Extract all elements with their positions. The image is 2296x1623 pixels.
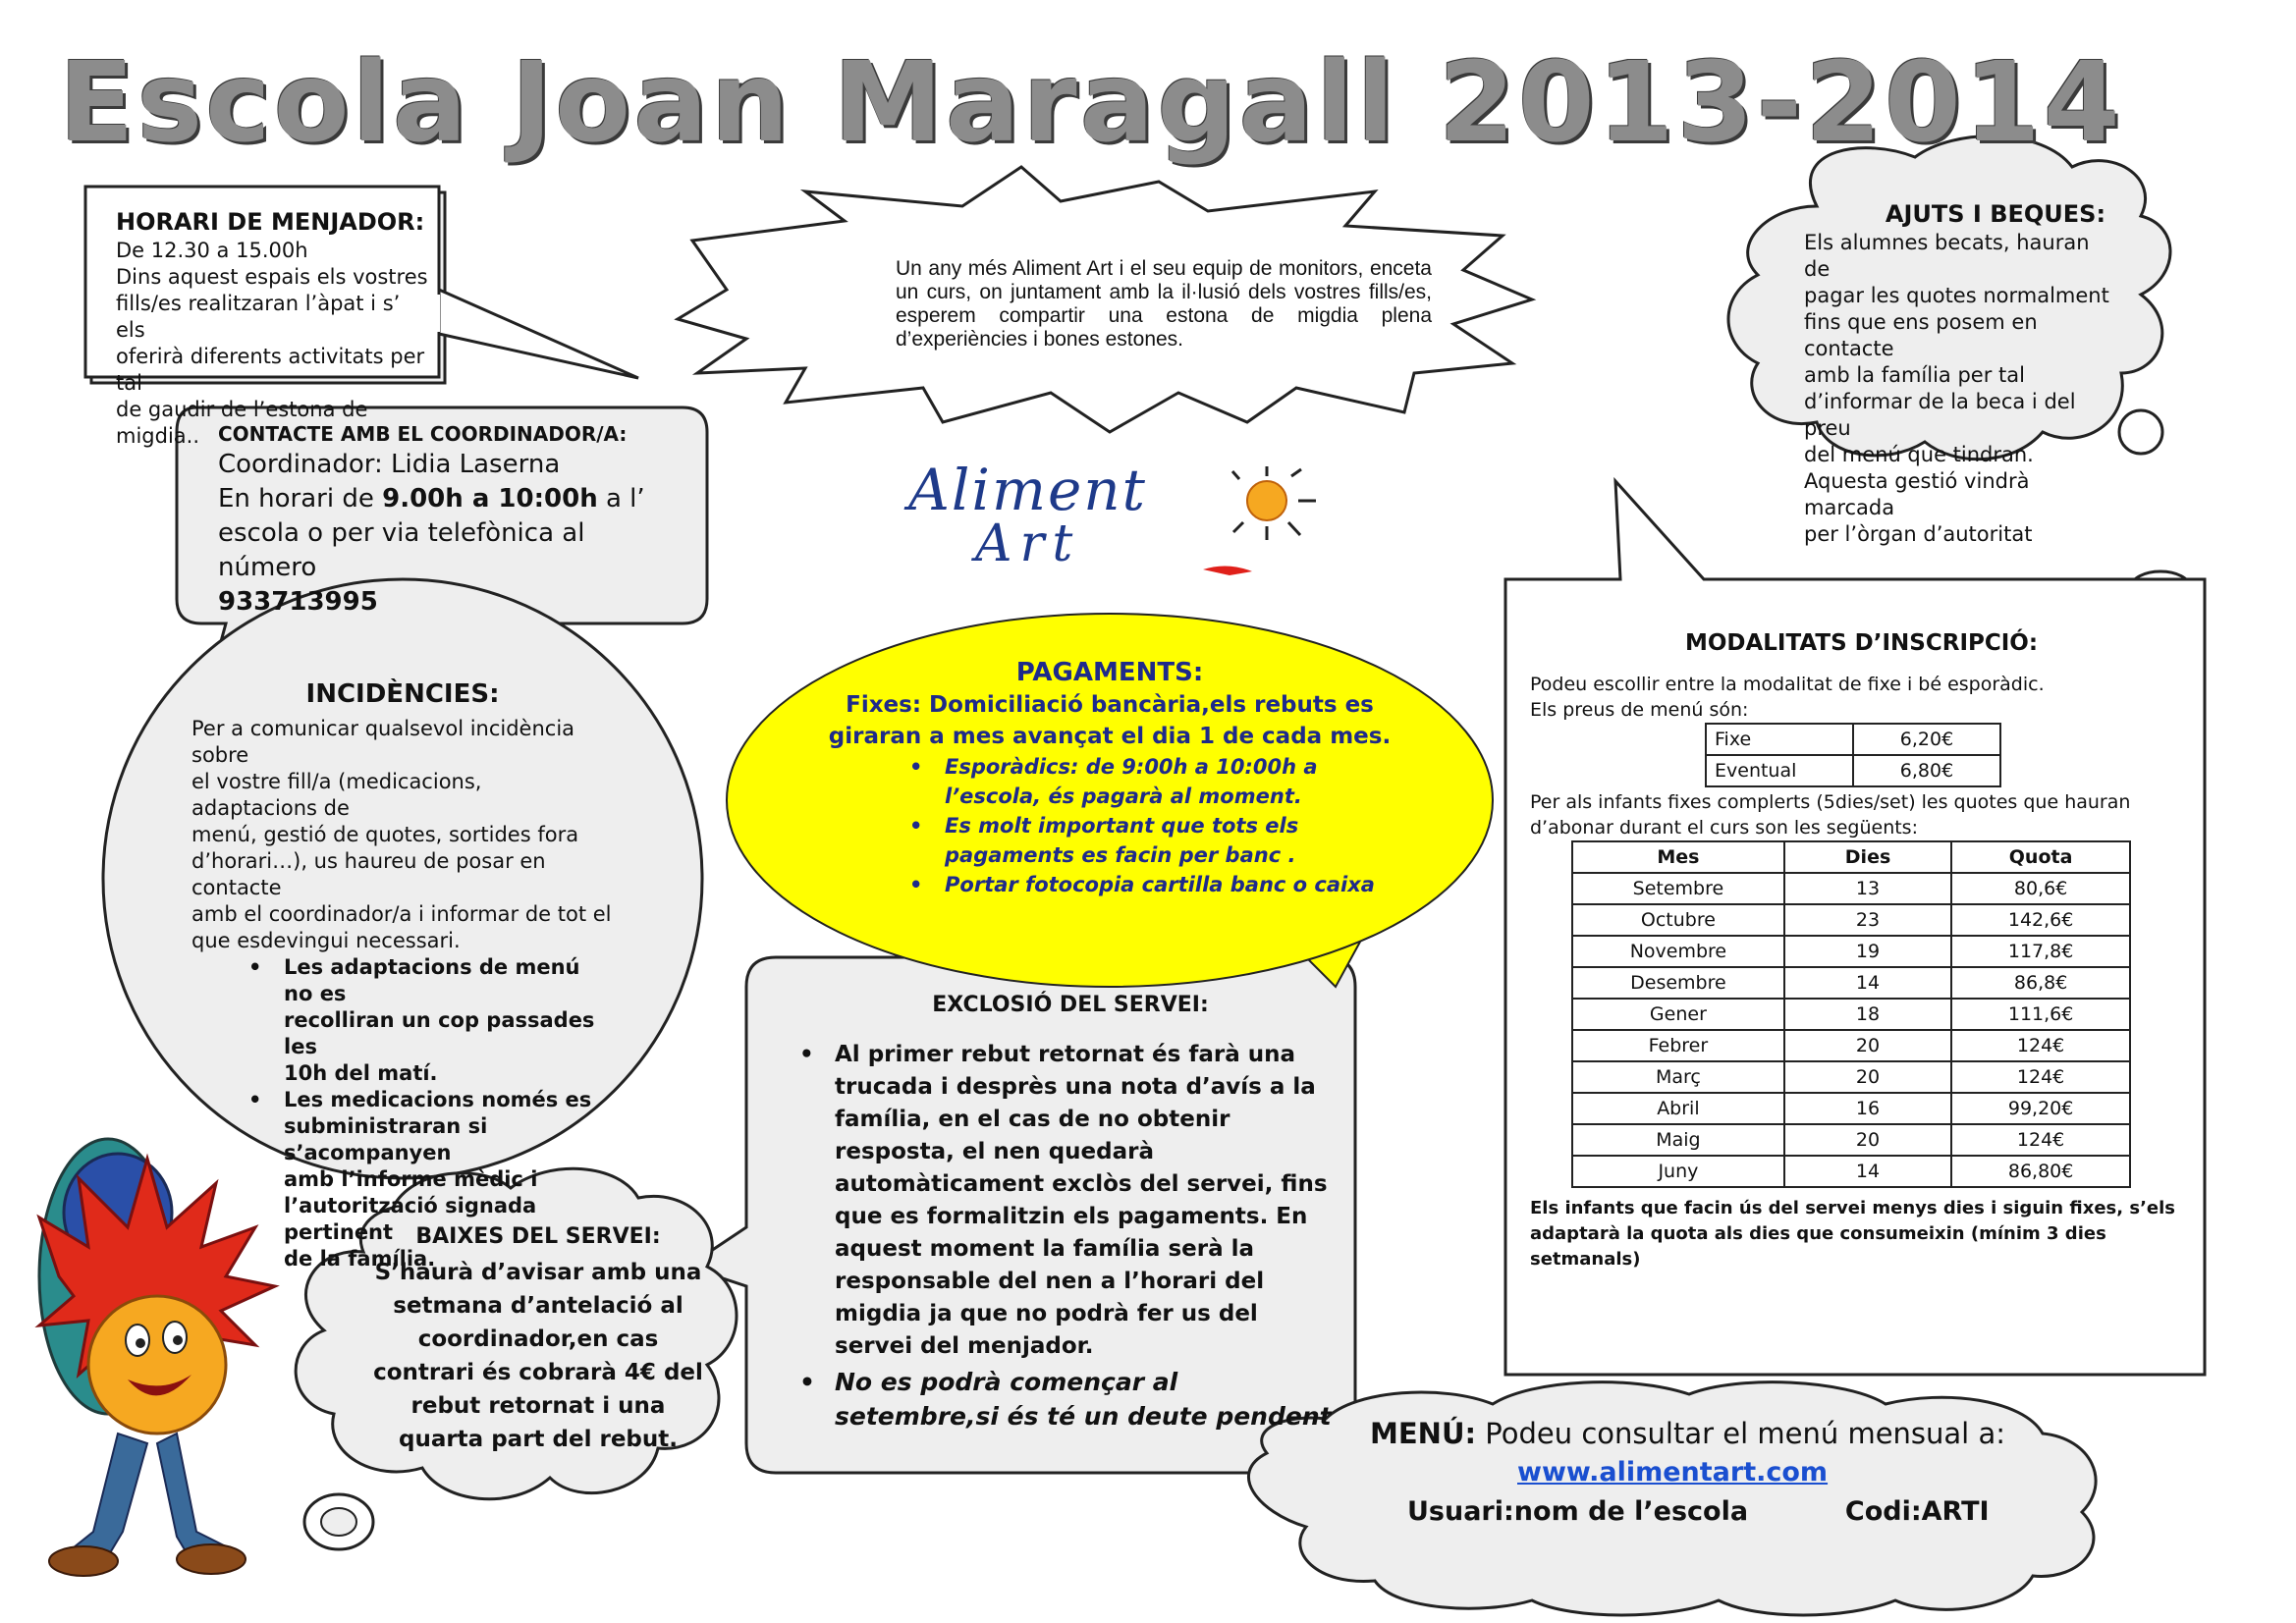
exclosio-heading: EXCLOSIÓ DEL SERVEI:: [932, 993, 1209, 1017]
contacte-text: En horari de: [218, 484, 383, 514]
baixes-line: coordinador,en cas: [417, 1326, 659, 1352]
contacte-phone: 933713995: [218, 587, 378, 617]
bullet-line: • Esporàdics: de 9:00h a 10:00h a: [945, 755, 1318, 779]
bullet-line: migdia ja que no podrà fer us del: [835, 1301, 1258, 1326]
quota-row: [1572, 1093, 2130, 1124]
baixes-section: [352, 1220, 725, 1456]
quota-amount: 124€: [1951, 1030, 2130, 1061]
quota-month: Setembre: [1572, 873, 1784, 904]
quota-month: Octubre: [1572, 904, 1784, 936]
quota-row: [1572, 936, 2130, 967]
ajuts-line: per l’òrgan d’autoritat: [1804, 522, 2033, 546]
quota-month: Novembre: [1572, 936, 1784, 967]
menu-section: [1370, 1414, 2038, 1532]
ajuts-heading: AJUTS I BEQUES:: [1885, 200, 2106, 228]
ajuts-line: Els alumnes becats, hauran de: [1804, 231, 2090, 281]
quota-amount: 86,80€: [1951, 1156, 2130, 1187]
price-label: Fixe: [1706, 724, 1853, 755]
ajuts-line: del menú que tindran.: [1804, 443, 2034, 466]
quota-days: 14: [1784, 967, 1951, 999]
baixes-line: contrari és cobrarà 4€ del: [373, 1360, 703, 1385]
quota-row: [1572, 1156, 2130, 1187]
bullet-line: l’escola, és pagarà al moment.: [945, 784, 1302, 808]
quota-month: Maig: [1572, 1124, 1784, 1156]
incidencies-text-line: amb el coordinador/a i informar de tot el: [191, 902, 612, 926]
bullet-line: responsable del nen a l’horari del: [835, 1269, 1265, 1294]
quota-amount: 80,6€: [1951, 873, 2130, 904]
ajuts-line: d’informar de la beca i del preu: [1804, 390, 2076, 440]
menu-label: MENÚ:: [1370, 1417, 1477, 1450]
contacte-text-line: escola o per via telefònica al número: [218, 518, 585, 582]
quota-amount: 99,20€: [1951, 1093, 2130, 1124]
bullet-line: l’autorització signada pertinent: [284, 1194, 537, 1244]
fixes-line: Fixes: Domiciliació bancària,els rebuts es: [846, 692, 1374, 718]
quota-header: Quota: [1951, 841, 2130, 873]
quota-header: Mes: [1572, 841, 1784, 873]
bullet-line: • Al primer rebut retornat és farà una: [835, 1042, 1296, 1067]
incidencies-text-line: el vostre fill/a (medicacions, adaptacions de: [191, 770, 482, 820]
horari-line: De 12.30 a 15.00h: [116, 239, 308, 262]
quota-row: [1572, 967, 2130, 999]
bullet-line: • Portar fotocopia cartilla banc o caixa: [945, 873, 1375, 896]
modalitats-text: d’abonar durant el curs son les següents:: [1530, 817, 1918, 839]
logo-line1: Aliment: [908, 457, 1147, 523]
contacte-hours-line: [218, 482, 689, 516]
contacte-section: [218, 420, 689, 620]
quota-month: Juny: [1572, 1156, 1784, 1187]
modalitats-intro: Podeu escollir entre la modalitat de fixe i bé esporàdic.: [1530, 674, 2045, 695]
bullet-line: • Les adaptacions de menú no es: [284, 955, 580, 1005]
incidencies-heading: INCIDÈNCIES:: [305, 679, 500, 709]
sun-icon: [1203, 466, 1316, 575]
quota-table: [1571, 840, 2131, 1188]
quota-days: 20: [1784, 1030, 1951, 1061]
contacte-coordinador: Coordinador: Lidia Laserna: [218, 450, 561, 479]
quota-month: Gener: [1572, 999, 1784, 1030]
bullet-line: de la família.: [284, 1247, 436, 1271]
price-row: [1706, 755, 2000, 786]
bullet-line: trucada i desprès una nota d’avís a la: [835, 1074, 1316, 1100]
pagaments-fixes: [786, 689, 1434, 752]
ajuts-line: pagar les quotes normalment: [1804, 284, 2109, 307]
quota-days: 19: [1784, 936, 1951, 967]
quota-row: [1572, 999, 2130, 1030]
bullet-line: • Es molt important que tots els: [945, 814, 1299, 838]
ajuts-section: [1804, 198, 2118, 548]
quota-row: [1572, 1061, 2130, 1093]
quota-row: [1572, 873, 2130, 904]
quota-days: 16: [1784, 1093, 1951, 1124]
pagaments-bullet: [902, 752, 1434, 811]
quota-month: Febrer: [1572, 1030, 1784, 1061]
contacte-heading: CONTACTE AMB EL COORDINADOR/A:: [218, 422, 628, 446]
contacte-hours: 9.00h a 10:00h: [382, 484, 598, 514]
baixes-line: S’haurà d’avisar amb una: [374, 1260, 702, 1285]
bullet-line: recolliran un cop passades les: [284, 1008, 595, 1058]
horari-section: [116, 206, 430, 450]
baixes-heading: BAIXES DEL SERVEI:: [415, 1224, 661, 1249]
logo-line2: Art: [975, 514, 1081, 573]
baixes-line: setmana d’antelació al: [393, 1293, 683, 1319]
bullet-line: setembre,si és té un deute pendent: [835, 1402, 1332, 1431]
price-label: Eventual: [1706, 755, 1853, 786]
quota-amount: 111,6€: [1951, 999, 2130, 1030]
bullet-line: pagaments es facin per banc .: [945, 843, 1296, 867]
quota-row: [1572, 904, 2130, 936]
ajuts-line: amb la família per tal: [1804, 363, 2025, 387]
modalitats-note: Els infants que facin ús del servei menys dies i siguin fixes, s’els: [1530, 1198, 2176, 1218]
horari-line: oferirà diferents activitats per tal: [116, 345, 425, 395]
quota-amount: 124€: [1951, 1124, 2130, 1156]
quota-days: 14: [1784, 1156, 1951, 1187]
contacte-text: a l’: [597, 484, 645, 514]
exclosio-section: [805, 990, 1336, 1434]
menu-text: Podeu consultar el menú mensual a:: [1476, 1417, 2005, 1450]
quota-row: [1572, 1030, 2130, 1061]
pagaments-section: [786, 656, 1434, 899]
price-value: 6,20€: [1853, 724, 2000, 755]
bullet-line: que es formalitzin els pagaments. En: [835, 1204, 1308, 1229]
quota-days: 23: [1784, 904, 1951, 936]
incidencies-text-line: que esdevingui necessari.: [191, 929, 461, 952]
price-value: 6,80€: [1853, 755, 2000, 786]
incidencies-bullet: [241, 954, 614, 1087]
menu-line: [1370, 1414, 2038, 1453]
horari-heading: HORARI DE MENJADOR:: [116, 208, 425, 236]
modalitats-note: adaptarà la quota als dies que consumeixin (mínim 3 dies setmanals): [1530, 1223, 2106, 1270]
horari-line: Dins aquest espais els vostres: [116, 265, 428, 289]
ajuts-line: fins que ens posem en contacte: [1804, 310, 2038, 360]
quota-days: 13: [1784, 873, 1951, 904]
menu-codi: Codi:ARTI: [1844, 1496, 1990, 1527]
quota-month: Març: [1572, 1061, 1784, 1093]
modalitats-text: Per als infants fixes complerts (5dies/set) les quotes que hauran: [1530, 791, 2131, 813]
quota-days: 18: [1784, 999, 1951, 1030]
bullet-line: • No es podrà començar al: [835, 1368, 1178, 1396]
menu-url-line: [1370, 1453, 2038, 1492]
price-table: [1705, 723, 2001, 787]
pagaments-heading: PAGAMENTS:: [1015, 658, 1204, 687]
baixes-line: quarta part del rebut.: [398, 1427, 679, 1452]
quota-amount: 142,6€: [1951, 904, 2130, 936]
quota-amount: 86,8€: [1951, 967, 2130, 999]
horari-line: fills/es realitzaran l’àpat i s’ els: [116, 292, 401, 342]
bullet-line: aquest moment la família serà la: [835, 1236, 1255, 1262]
bullet-line: servei del menjador.: [835, 1333, 1094, 1359]
baixes-line: rebut retornat i una: [410, 1393, 666, 1419]
aliment-art-logo: [908, 457, 1147, 573]
quota-month: Desembre: [1572, 967, 1784, 999]
quota-header-row: [1572, 841, 2130, 873]
bullet-line: resposta, el nen quedarà: [835, 1139, 1154, 1164]
incidencies-section: [191, 677, 614, 1272]
quota-row: [1572, 1124, 2130, 1156]
incidencies-text-line: d’horari…), us haureu de posar en contacte: [191, 849, 546, 899]
modalitats-heading: MODALITATS D’INSCRIPCIÓ:: [1684, 630, 2039, 656]
modalitats-intro: Els preus de menú són:: [1530, 699, 1749, 721]
menu-url-link[interactable]: www.alimentart.com: [1517, 1457, 1829, 1488]
incidencies-text-line: Per a comunicar qualsevol incidència sobre: [191, 717, 575, 767]
menu-credentials: [1370, 1492, 2038, 1532]
quota-days: 20: [1784, 1124, 1951, 1156]
bullet-line: subministraran si s’acompanyen: [284, 1114, 488, 1164]
bullet-line: amb l’informe mèdic i: [284, 1167, 538, 1191]
exclosio-bullet: [792, 1365, 1336, 1434]
bullet-line: • Les medicacions només es: [284, 1088, 592, 1111]
bullet-line: automàticament exclòs del servei, fins: [835, 1171, 1328, 1197]
quota-header: Dies: [1784, 841, 1951, 873]
menu-usuari: Usuari:nom de l’escola: [1407, 1496, 1749, 1527]
ajuts-line: Aquesta gestió vindrà marcada: [1804, 469, 2030, 519]
pagaments-bullet: [902, 870, 1434, 899]
modalitats-section: [1530, 626, 2193, 1272]
price-row: [1706, 724, 2000, 755]
pagaments-bullet: [902, 811, 1434, 870]
exclosio-bullet: [792, 1039, 1336, 1363]
fixes-line: giraran a mes avançat el dia 1 de cada mes.: [828, 724, 1392, 749]
incidencies-text-line: menú, gestió de quotes, sortides fora: [191, 823, 579, 846]
bullet-line: família, en el cas de no obtenir: [835, 1107, 1230, 1132]
page-title: Escola Joan Maragall 2013-2014: [59, 39, 2123, 167]
intro-text: Un any més Aliment Art i el seu equip de monitors, enceta un curs, on juntament amb la il·lusió dels vostres fills/es, esperem compartir una estona de migdia plena d’experiències i bones estones.: [896, 257, 1432, 351]
quota-amount: 117,8€: [1951, 936, 2130, 967]
quota-month: Abril: [1572, 1093, 1784, 1124]
quota-amount: 124€: [1951, 1061, 2130, 1093]
horari-line: de gaudir de l’estona de migdia..: [116, 398, 368, 448]
quota-days: 20: [1784, 1061, 1951, 1093]
bullet-line: 10h del matí.: [284, 1061, 438, 1085]
